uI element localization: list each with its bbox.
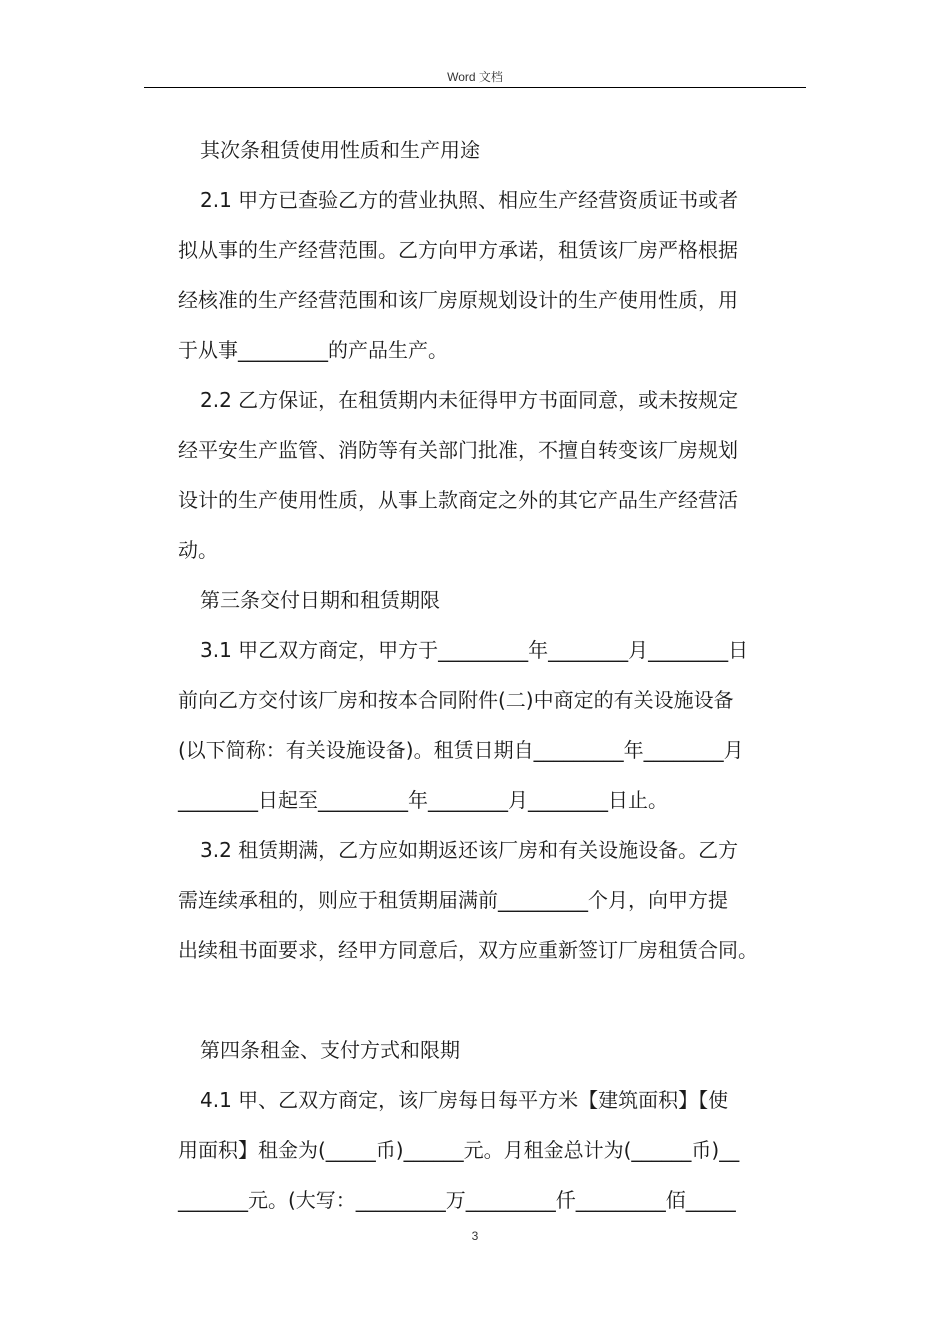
page-number: 3 — [471, 1229, 479, 1243]
paragraph-line: 于从事_________的产品生产。 — [178, 338, 448, 362]
paragraph-line: 设计的生产使用性质，从事上款商定之外的其它产品生产经营活 — [178, 488, 738, 512]
document-body — [178, 125, 818, 1225]
paragraph-line: 拟从事的生产经营范围。乙方向甲方承诺，租赁该厂房严格根据 — [178, 238, 738, 262]
paragraph-line: 经平安生产监管、消防等有关部门批准，不擅自转变该厂房规划 — [178, 438, 738, 462]
blank-line — [178, 975, 818, 1025]
page-header: Word 文档 — [447, 70, 503, 84]
section-heading: 第三条交付日期和租赁期限 — [200, 588, 440, 612]
paragraph-line: 出续租书面要求，经甲方同意后，双方应重新签订厂房租赁合同。 — [178, 938, 758, 962]
paragraph-line: 前向乙方交付该厂房和按本合同附件(二)中商定的有关设施设备 — [178, 688, 734, 712]
paragraph-line: 3.1 甲乙双方商定，甲方于_________年________月________日 — [200, 638, 749, 662]
section-heading: 第四条租金、支付方式和限期 — [200, 1038, 460, 1062]
paragraph-line: (以下简称：有关设施设备)。租赁日期自_________年________月 — [178, 738, 744, 762]
paragraph-line: _______元。(大写：_________万_________仟_________佰_____ — [178, 1188, 736, 1212]
paragraph-line: 2.2 乙方保证，在租赁期内未征得甲方书面同意，或未按规定 — [200, 388, 739, 412]
paragraph-line: ________日起至_________年________月________日止。 — [178, 788, 668, 812]
paragraph-line: 需连续承租的，则应于租赁期届满前_________个月，向甲方提 — [178, 888, 728, 912]
paragraph-line: 动。 — [178, 538, 218, 562]
paragraph-line: 2.1 甲方已查验乙方的营业执照、相应生产经营资质证书或者 — [200, 188, 739, 212]
header-rule — [144, 87, 806, 88]
paragraph-line: 用面积】租金为(_____币)______元。月租金总计为(______币)__ — [178, 1138, 740, 1162]
paragraph-line: 4.1 甲、乙双方商定，该厂房每日每平方米【建筑面积】【使 — [200, 1088, 729, 1112]
paragraph-line: 经核准的生产经营范围和该厂房原规划设计的生产使用性质，用 — [178, 288, 738, 312]
section-heading: 其次条租赁使用性质和生产用途 — [200, 138, 480, 162]
paragraph-line: 3.2 租赁期满，乙方应如期返还该厂房和有关设施设备。乙方 — [200, 838, 739, 862]
